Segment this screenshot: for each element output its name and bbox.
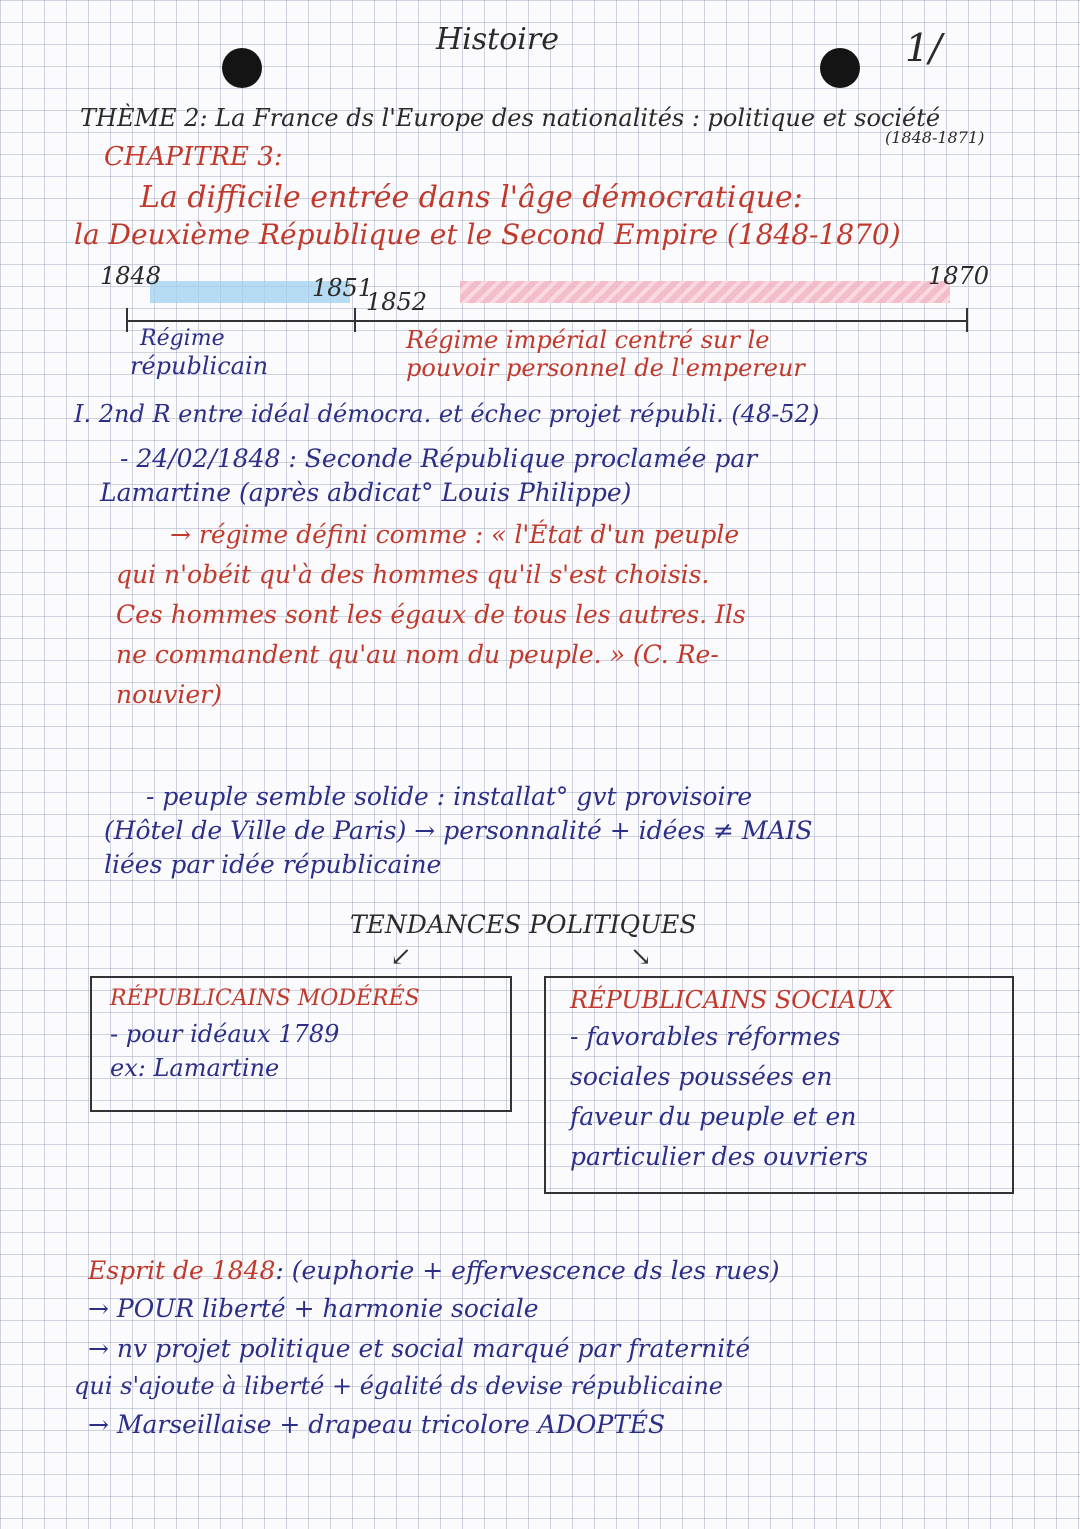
arrow-down-left-icon: ↙: [390, 942, 412, 972]
esprit-line: → POUR liberté + harmonie sociale: [88, 1294, 539, 1323]
timeline-regime1-line2: républicain: [130, 352, 269, 380]
theme-title: THÈME 2: La France ds l'Europe des nationalités : politique et société: [80, 104, 941, 132]
esprit-heading-row: [88, 1256, 780, 1285]
esprit-line: → nv projet politique et social marqué par fraternité: [88, 1334, 751, 1363]
box-right-line: - favorables réformes: [570, 1022, 841, 1051]
section-1-line: ne commandent qu'au nom du peuple. » (C. Re-: [116, 640, 719, 669]
section-1-line: - peuple semble solide : installat° gvt provisoire: [146, 782, 753, 811]
box-right-line: sociales poussées en: [570, 1062, 833, 1091]
esprit-heading: Esprit de 1848: [88, 1256, 276, 1285]
punch-hole-left: [222, 48, 262, 88]
arrow-down-right-icon: ↘: [630, 942, 652, 972]
timeline-regime2-line1: Régime impérial centré sur le: [406, 326, 770, 354]
esprit-line: → Marseillaise + drapeau tricolore ADOPTÉS: [88, 1410, 666, 1439]
section-1-line: qui n'obéit qu'à des hommes qu'il s'est choisis.: [116, 560, 710, 589]
esprit-heading-rest: : (euphorie + effervescence ds les rues): [275, 1256, 780, 1285]
section-1-line: Ces hommes sont les égaux de tous les autres. Ils: [116, 600, 746, 629]
box-republicains-sociaux: [544, 976, 1014, 1194]
section-1-line: → régime défini comme : « l'État d'un peuple: [170, 520, 740, 549]
timeline-year-1870: 1870: [928, 262, 990, 290]
esprit-line: qui s'ajoute à liberté + égalité ds devise républicaine: [74, 1372, 723, 1400]
subject-title: Histoire: [436, 22, 559, 57]
section-1-line: (Hôtel de Ville de Paris) → personnalité + idées ≠ MAIS: [104, 816, 813, 845]
box-right-line: faveur du peuple et en: [570, 1102, 857, 1131]
timeline-tick-start: [126, 308, 128, 332]
box-republicains-moderes: [90, 976, 512, 1112]
section-1-line: nouvier): [116, 680, 222, 709]
timeline-year-1852: 1852: [366, 288, 428, 316]
timeline-tick-end: [966, 308, 968, 332]
tendances-title: TENDANCES POLITIQUES: [350, 910, 697, 939]
chapter-title-line2: la Deuxième République et le Second Empire (1848-1870): [74, 218, 901, 251]
punch-hole-right: [820, 48, 860, 88]
section-1-heading: I. 2nd R entre idéal démocra. et échec projet républi. (48-52): [74, 400, 820, 428]
timeline-year-1848: 1848: [100, 262, 162, 290]
section-1-line: liées par idée républicaine: [104, 850, 442, 879]
theme-dates: (1848-1871): [885, 128, 985, 147]
box-right-title: RÉPUBLICAINS SOCIAUX: [570, 986, 894, 1014]
timeline-tick-mid: [354, 308, 356, 332]
box-right-line: particulier des ouvriers: [570, 1142, 869, 1171]
timeline-regime1-line1: Régime: [140, 326, 225, 351]
chapter-label: CHAPITRE 3:: [104, 142, 283, 172]
page-number: 1/: [905, 26, 942, 70]
chapter-title-line1: La difficile entrée dans l'âge démocratique:: [140, 180, 803, 215]
timeline-year-1851: 1851: [312, 274, 374, 302]
box-left-title: RÉPUBLICAINS MODÉRÉS: [110, 986, 420, 1011]
box-left-line: ex: Lamartine: [110, 1054, 280, 1082]
timeline-axis: [126, 320, 968, 322]
timeline-highlight-empire: [460, 281, 950, 303]
section-1-line: Lamartine (après abdicat° Louis Philippe): [100, 478, 632, 507]
timeline-regime2-line2: pouvoir personnel de l'empereur: [406, 354, 805, 382]
section-1-line: - 24/02/1848 : Seconde République proclamée par: [120, 444, 758, 473]
box-left-line: - pour idéaux 1789: [110, 1020, 340, 1048]
